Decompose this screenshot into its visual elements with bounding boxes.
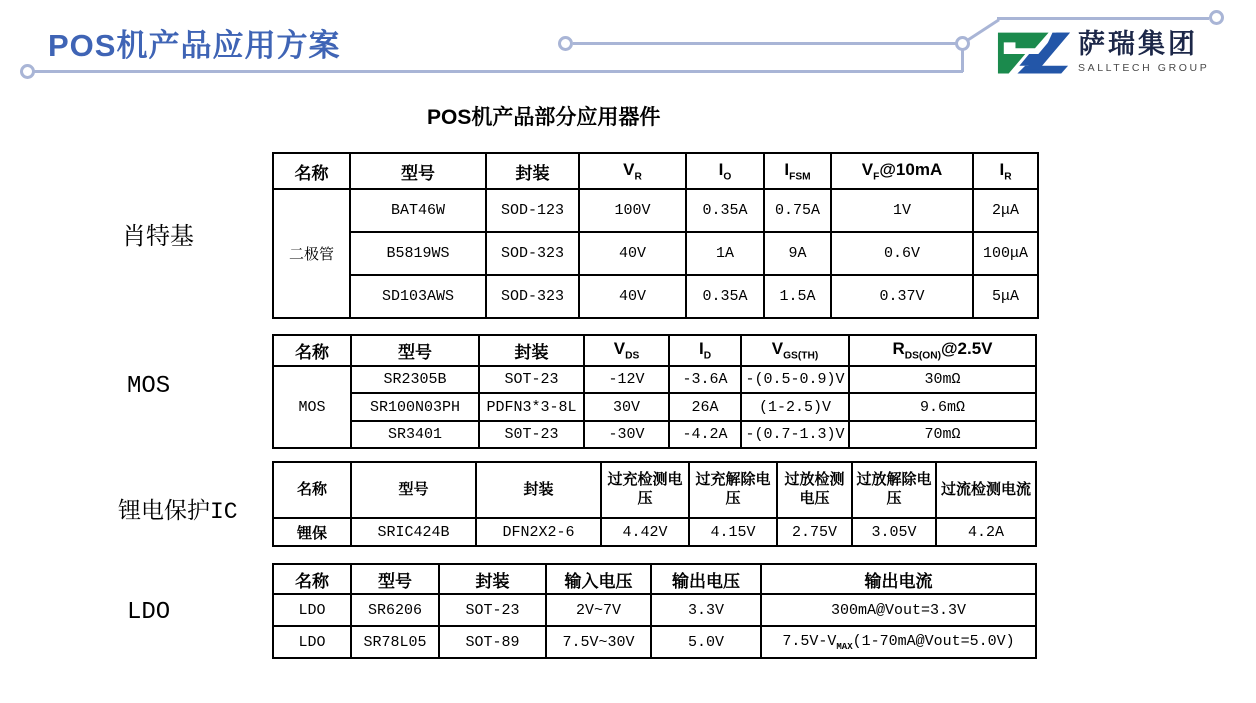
table-cell: PDFN3*3-8L bbox=[479, 393, 584, 421]
table-cell: 40V bbox=[579, 275, 686, 318]
column-header: 过充检测电压 bbox=[601, 462, 689, 518]
column-header: 输入电压 bbox=[546, 564, 651, 594]
table-cell: SOT-23 bbox=[479, 366, 584, 393]
circuit-node-icon bbox=[20, 64, 35, 79]
table-cell: 3.3V bbox=[651, 594, 761, 626]
table-cell: 5μA bbox=[973, 275, 1038, 318]
table-cell: SR78L05 bbox=[351, 626, 439, 658]
table-cell: 0.6V bbox=[831, 232, 973, 275]
table-cell: MOS bbox=[273, 366, 351, 448]
table-cell: 9A bbox=[764, 232, 831, 275]
column-header: $I_O$ bbox=[686, 153, 764, 189]
company-logo bbox=[996, 30, 1209, 82]
table-cell: SOT-23 bbox=[439, 594, 546, 626]
table-cell: 100μA bbox=[973, 232, 1038, 275]
column-header: $V_{GS(TH)}$ bbox=[741, 335, 849, 366]
table-cell: 26A bbox=[669, 393, 741, 421]
group-label-schottky: 肖特基 bbox=[122, 225, 194, 252]
column-header: $I_{FSM}$ bbox=[764, 153, 831, 189]
table-cell: S0T-23 bbox=[479, 421, 584, 448]
table-cell: SOD-323 bbox=[486, 232, 579, 275]
table-cell: 40V bbox=[579, 232, 686, 275]
circuit-node-icon bbox=[558, 36, 573, 51]
column-header: 封装 bbox=[476, 462, 601, 518]
mos-table bbox=[272, 334, 1037, 449]
table-cell: 1V bbox=[831, 189, 973, 232]
table-cell: -12V bbox=[584, 366, 669, 393]
table-cell: SD103AWS bbox=[350, 275, 486, 318]
table-cell: B5819WS bbox=[350, 232, 486, 275]
table-cell: BAT46W bbox=[350, 189, 486, 232]
column-header: 名称 bbox=[273, 462, 351, 518]
liion-protection-table bbox=[272, 461, 1037, 547]
logo-cn-text: 萨瑞集团 bbox=[1078, 29, 1198, 59]
column-header: 名称 bbox=[273, 335, 351, 366]
table-cell: 4.42V bbox=[601, 518, 689, 546]
table-cell: 9.6mΩ bbox=[849, 393, 1036, 421]
column-header: $I_R$ bbox=[973, 153, 1038, 189]
column-header: 封装 bbox=[439, 564, 546, 594]
content-title: POS机产品部分应用器件 bbox=[427, 106, 661, 129]
table-cell: 1A bbox=[686, 232, 764, 275]
table-cell: 300mA@Vout=3.3V bbox=[761, 594, 1036, 626]
table-cell: SRIC424B bbox=[351, 518, 476, 546]
column-header: $I_D$ bbox=[669, 335, 741, 366]
table-cell: 4.15V bbox=[689, 518, 777, 546]
table-cell: (1-2.5)V bbox=[741, 393, 849, 421]
table-cell: 0.37V bbox=[831, 275, 973, 318]
column-header: 输出电压 bbox=[651, 564, 761, 594]
ldo-table bbox=[272, 563, 1037, 659]
group-label-mos: MOS bbox=[127, 373, 171, 400]
table-cell: 0.75A bbox=[764, 189, 831, 232]
table-cell: 锂保 bbox=[273, 518, 351, 546]
table-cell: 30mΩ bbox=[849, 366, 1036, 393]
column-header: 型号 bbox=[350, 153, 486, 189]
column-header: 型号 bbox=[351, 335, 479, 366]
table-cell: 3.05V bbox=[852, 518, 936, 546]
table-cell: SR100N03PH bbox=[351, 393, 479, 421]
table-cell: 2.75V bbox=[777, 518, 852, 546]
table-cell: 5.0V bbox=[651, 626, 761, 658]
column-header: 型号 bbox=[351, 564, 439, 594]
table-cell: -30V bbox=[584, 421, 669, 448]
circuit-line bbox=[997, 17, 1209, 20]
column-header: 名称 bbox=[273, 153, 350, 189]
table-cell: $7.5V-V_{MAX}(1-70mA@Vout=5.0V)$ bbox=[761, 626, 1036, 658]
circuit-line bbox=[573, 42, 957, 45]
table-cell: 0.35A bbox=[686, 189, 764, 232]
table-cell: SOD-123 bbox=[486, 189, 579, 232]
column-header: 过流检测电流 bbox=[936, 462, 1036, 518]
column-header: 型号 bbox=[351, 462, 476, 518]
table-cell: -(0.7-1.3)V bbox=[741, 421, 849, 448]
column-header: 过放解除电压 bbox=[852, 462, 936, 518]
logo-en-text: SALLTECH GROUP bbox=[1078, 61, 1210, 74]
table-cell: 1.5A bbox=[764, 275, 831, 318]
column-header: 过放检测电压 bbox=[777, 462, 852, 518]
table-cell: 100V bbox=[579, 189, 686, 232]
table-cell: 4.2A bbox=[936, 518, 1036, 546]
table-cell: 2μA bbox=[973, 189, 1038, 232]
column-header: 过充解除电压 bbox=[689, 462, 777, 518]
group-label-ldo: LDO bbox=[127, 599, 171, 626]
table-cell: 30V bbox=[584, 393, 669, 421]
page-title: POS机产品应用方案 bbox=[48, 28, 341, 63]
circuit-node-icon bbox=[1209, 10, 1224, 25]
column-header: 封装 bbox=[486, 153, 579, 189]
column-header: 名称 bbox=[273, 564, 351, 594]
table-cell: SR6206 bbox=[351, 594, 439, 626]
table-cell: 二极管 bbox=[273, 189, 350, 318]
salltech-logo-icon bbox=[996, 30, 1070, 82]
table-cell: SR3401 bbox=[351, 421, 479, 448]
circuit-line bbox=[961, 50, 964, 72]
table-cell: LDO bbox=[273, 594, 351, 626]
table-cell: -(0.5-0.9)V bbox=[741, 366, 849, 393]
table-cell: LDO bbox=[273, 626, 351, 658]
table-cell: -4.2A bbox=[669, 421, 741, 448]
column-header: $R_{DS(ON)}@2.5V$ bbox=[849, 335, 1036, 366]
group-label-liion: 锂电保护IC bbox=[118, 499, 238, 525]
circuit-line bbox=[966, 19, 999, 42]
table-cell: SR2305B bbox=[351, 366, 479, 393]
table-cell: 0.35A bbox=[686, 275, 764, 318]
column-header: 封装 bbox=[479, 335, 584, 366]
column-header: $V_{DS}$ bbox=[584, 335, 669, 366]
table-cell: DFN2X2-6 bbox=[476, 518, 601, 546]
column-header: 输出电流 bbox=[761, 564, 1036, 594]
table-cell: SOT-89 bbox=[439, 626, 546, 658]
table-cell: -3.6A bbox=[669, 366, 741, 393]
column-header: $V_F@10mA$ bbox=[831, 153, 973, 189]
column-header: $V_R$ bbox=[579, 153, 686, 189]
table-cell: 2V~7V bbox=[546, 594, 651, 626]
diode-table bbox=[272, 152, 1039, 319]
table-cell: 7.5V~30V bbox=[546, 626, 651, 658]
table-cell: SOD-323 bbox=[486, 275, 579, 318]
table-cell: 70mΩ bbox=[849, 421, 1036, 448]
circuit-line bbox=[34, 70, 963, 73]
